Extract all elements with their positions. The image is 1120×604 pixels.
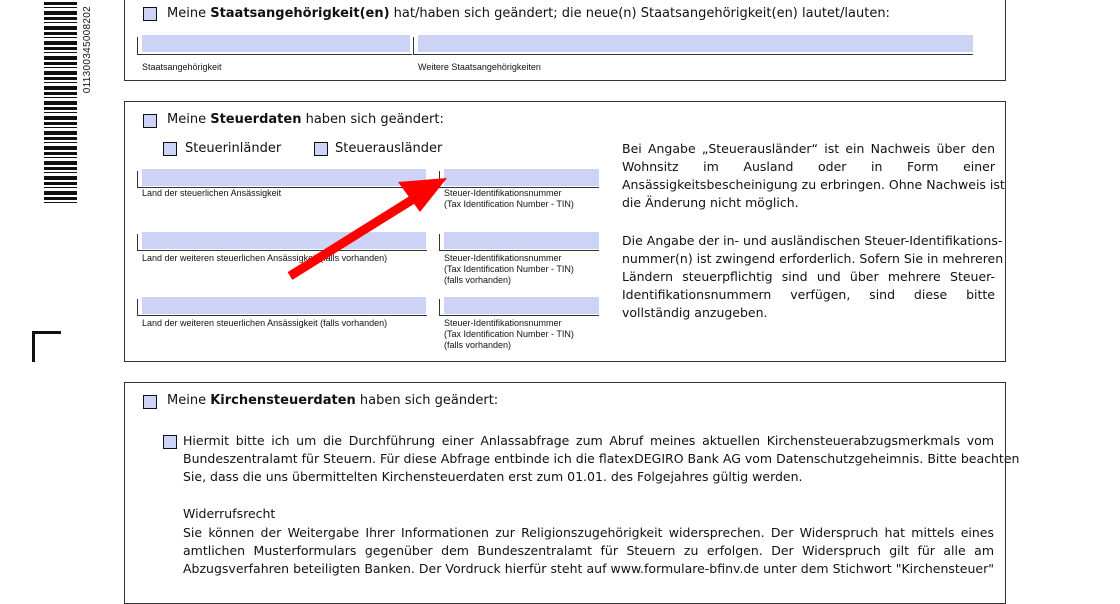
further-citizenships-label: Weitere Staatsangehörigkeiten: [418, 62, 541, 72]
church-tax-request-checkbox[interactable]: [163, 435, 177, 449]
tin-requirement-note: Die Angabe der in- und ausländischen Steuer-Identifikations- nummer(n) ist zwingend erforderlich. Sofern Sie in mehreren Ländern steuerpflichtig sind und über mehrere Steuer- Identifikationsnummern verfügen, sind diese bitte vollständig anzugeben.: [622, 233, 1004, 320]
further-residence-country-label-1: Land der weiteren steuerlichen Ansässigkeit (falls vorhanden): [142, 253, 388, 263]
residence-country-label: Land der steuerlichen Ansässigkeit: [142, 188, 282, 198]
barcode-number: 011300345008202: [82, 6, 93, 94]
citizenship-label: Staatsangehörigkeit: [142, 62, 222, 72]
tin-label-3: Steuer-Identifikationsnummer (Tax Identification Number - TIN) (falls vorhanden): [444, 318, 574, 350]
further-residence-country-label-2: Land der weiteren steuerlichen Ansässigkeit (falls vorhanden): [142, 318, 388, 328]
church-tax-request-text: Hiermit bitte ich um die Durchführung einer Anlassabfrage zum Abruf meines aktuellen Kirchensteuerabzugsmerkmals vom Bundeszentralamt für Steuern. Für diese Abfrage entbinde ich die flatexDEGIRO Bank AG vom Datenschutzgeheimnis. Bitte beachten Sie, dass die uns übermittelten Kirchensteuerdaten erst zum 01.01. des Folgejahres gültig werden.: [183, 433, 1020, 484]
nonresident-proof-note: Bei Angabe „Steuerausländer“ ist ein Nachweis über den Wohnsitz im Ausland oder in Form einer Ansässigkeitsbescheinigung zu erbringen. Ohne Nachweis ist die Änderung nicht möglich.: [622, 141, 1005, 210]
tin-label-1: Steuer-Identifikationsnummer (Tax Identification Number - TIN): [444, 188, 574, 209]
section-church-tax: [124, 382, 1020, 604]
tin-label-2: Steuer-Identifikationsnummer (Tax Identification Number - TIN) (falls vorhanden): [444, 253, 574, 285]
church-tax-checkbox[interactable]: [143, 395, 157, 409]
church-tax-heading: Meine Kirchensteuerdaten haben sich geändert:: [167, 393, 499, 408]
citizenship-heading: Meine Staatsangehörigkeit(en) hat/haben sich geändert; die neue(n) Staatsangehörigkeit(en) lautet/lauten:: [167, 6, 890, 21]
revocation-title: Widerrufsrecht: [183, 506, 276, 521]
tax-data-heading: Meine Steuerdaten haben sich geändert:: [167, 112, 444, 127]
tax-nonresident-label: Steuerausländer: [335, 141, 443, 156]
tax-resident-label: Steuerinländer: [185, 141, 282, 156]
revocation-text: Sie können der Weitergabe Ihrer Informationen zur Religionszugehörigkeit widersprechen. Der Widerspruch hat mittels eines amtlichen Musterformulars gegenüber dem Bundeszentralamt für Steuern zu erfolgen. Der Widerspruch gilt für alle am Abzugsverfahren beteiligten Banken. Der Vordruck hierfür steht auf www.formulare-bfinv.de unter dem Stichwort "Kirchensteuer": [183, 525, 994, 576]
